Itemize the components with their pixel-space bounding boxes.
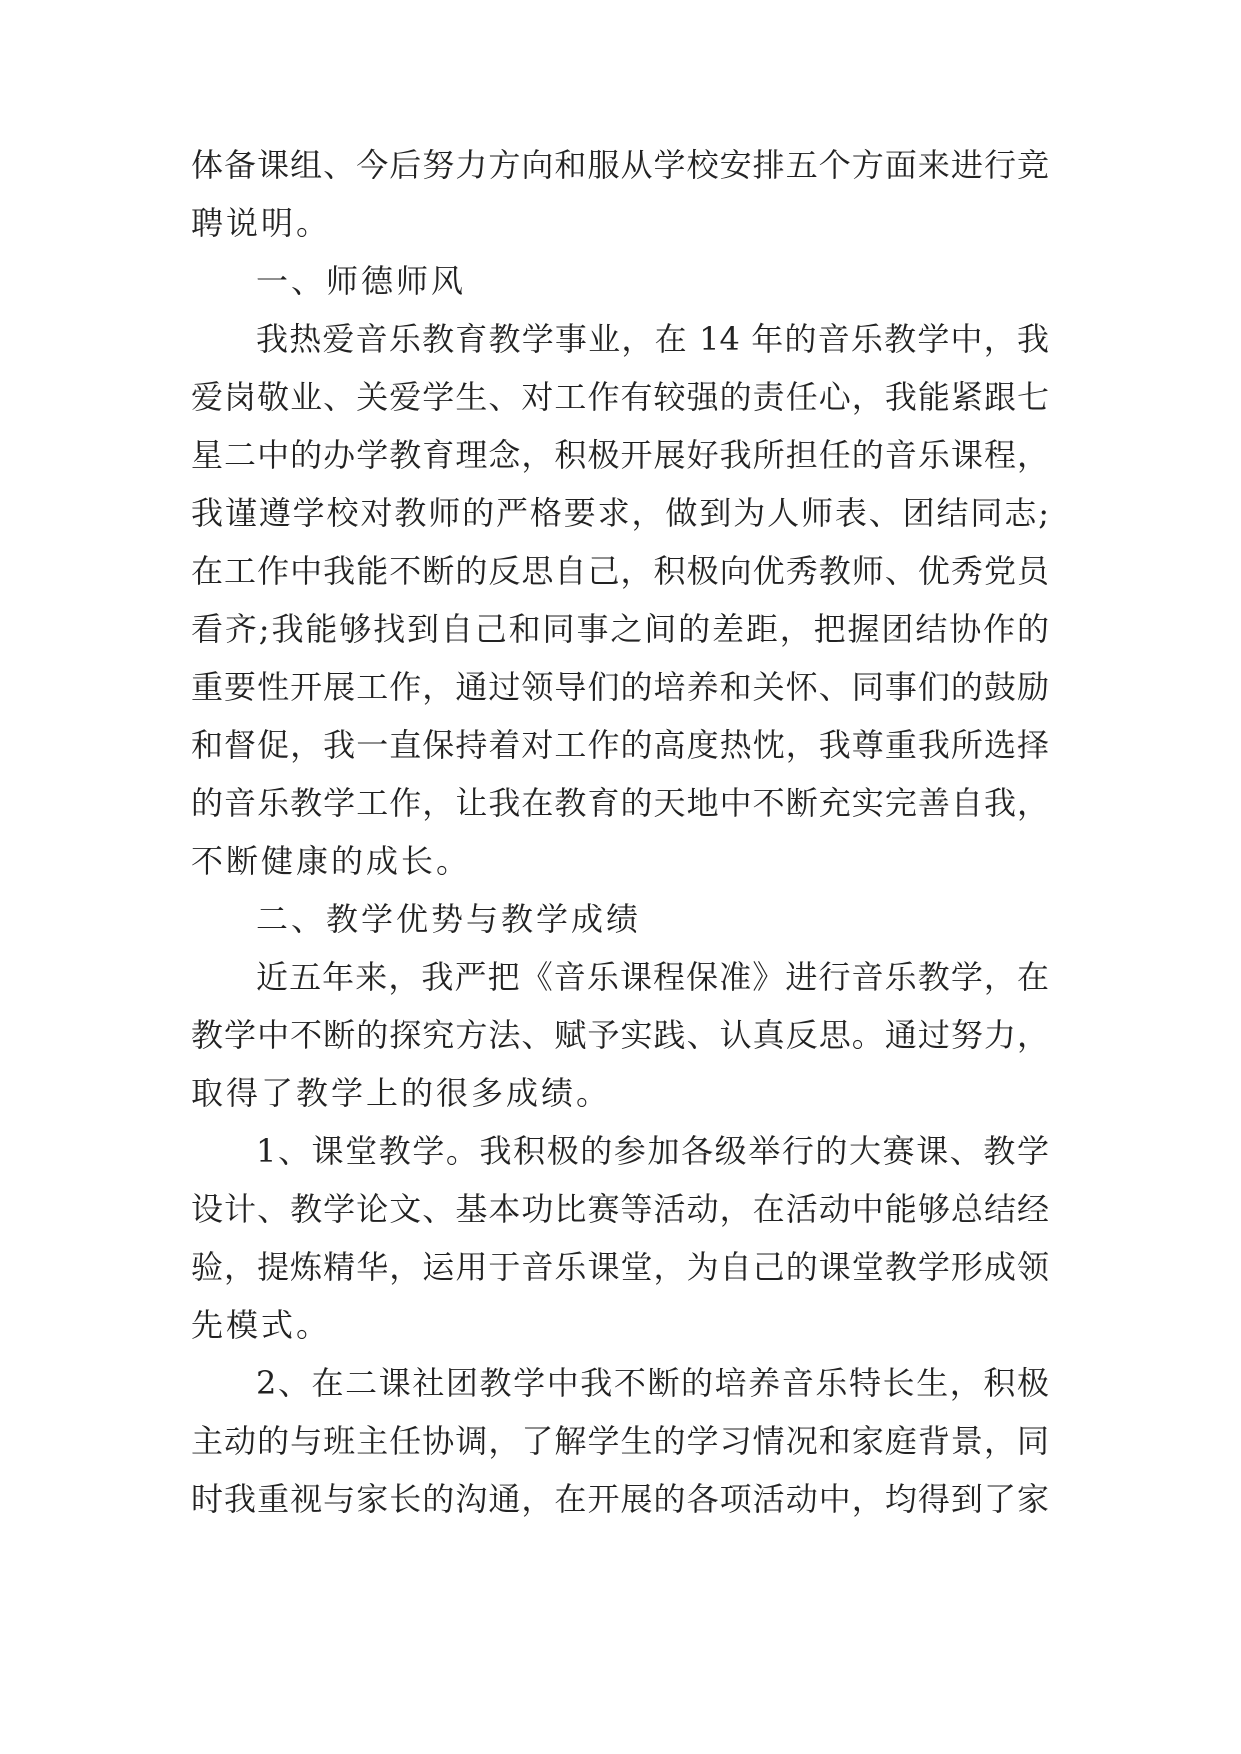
paragraph-line: 我谨遵学校对教师的严格要求，做到为人师表、团结同志; xyxy=(191,494,1049,532)
paragraph-line: 体备课组、今后努力方向和服从学校安排五个方面来进行竞 xyxy=(191,146,1049,184)
paragraph-line: 取得了教学上的很多成绩。 xyxy=(191,1074,612,1112)
paragraph-line: 爱岗敬业、关爱学生、对工作有较强的责任心，我能紧跟七 xyxy=(191,378,1049,416)
paragraph-line: 不断健康的成长。 xyxy=(191,842,472,880)
paragraph-line: 重要性开展工作，通过领导们的培养和关怀、同事们的鼓励 xyxy=(191,668,1049,706)
paragraph-line: 和督促，我一直保持着对工作的高度热忱，我尊重我所选择 xyxy=(191,726,1049,764)
section-heading: 二、教学优势与教学成绩 xyxy=(256,900,642,938)
paragraph-line: 验，提炼精华，运用于音乐课堂，为自己的课堂教学形成领 xyxy=(191,1248,1049,1286)
paragraph-line: 设计、教学论文、基本功比赛等活动，在活动中能够总结经 xyxy=(191,1190,1049,1228)
paragraph-line: 先模式。 xyxy=(191,1306,332,1344)
paragraph-line: 星二中的办学教育理念，积极开展好我所担任的音乐课程， xyxy=(191,436,1049,474)
paragraph-line: 我热爱音乐教育教学事业，在 14 年的音乐教学中，我 xyxy=(256,320,1049,358)
paragraph-line: 近五年来，我严把《音乐课程保准》进行音乐教学，在 xyxy=(256,958,1049,996)
section-heading: 一、师德师风 xyxy=(256,262,467,300)
paragraph-line: 看齐;我能够找到自己和同事之间的差距，把握团结协作的 xyxy=(191,610,1049,648)
paragraph-line: 的音乐教学工作，让我在教育的天地中不断充实完善自我， xyxy=(191,784,1049,822)
paragraph-line: 聘说明。 xyxy=(191,204,332,242)
paragraph-line: 1、课堂教学。我积极的参加各级举行的大赛课、教学 xyxy=(256,1132,1049,1170)
paragraph-line: 在工作中我能不断的反思自己，积极向优秀教师、优秀党员 xyxy=(191,552,1049,590)
paragraph-line: 教学中不断的探究方法、赋予实践、认真反思。通过努力， xyxy=(191,1016,1049,1054)
paragraph-line: 2、在二课社团教学中我不断的培养音乐特长生，积极 xyxy=(256,1364,1049,1402)
paragraph-line: 时我重视与家长的沟通，在开展的各项活动中，均得到了家 xyxy=(191,1480,1049,1518)
paragraph-line: 主动的与班主任协调，了解学生的学习情况和家庭背景，同 xyxy=(191,1422,1049,1460)
